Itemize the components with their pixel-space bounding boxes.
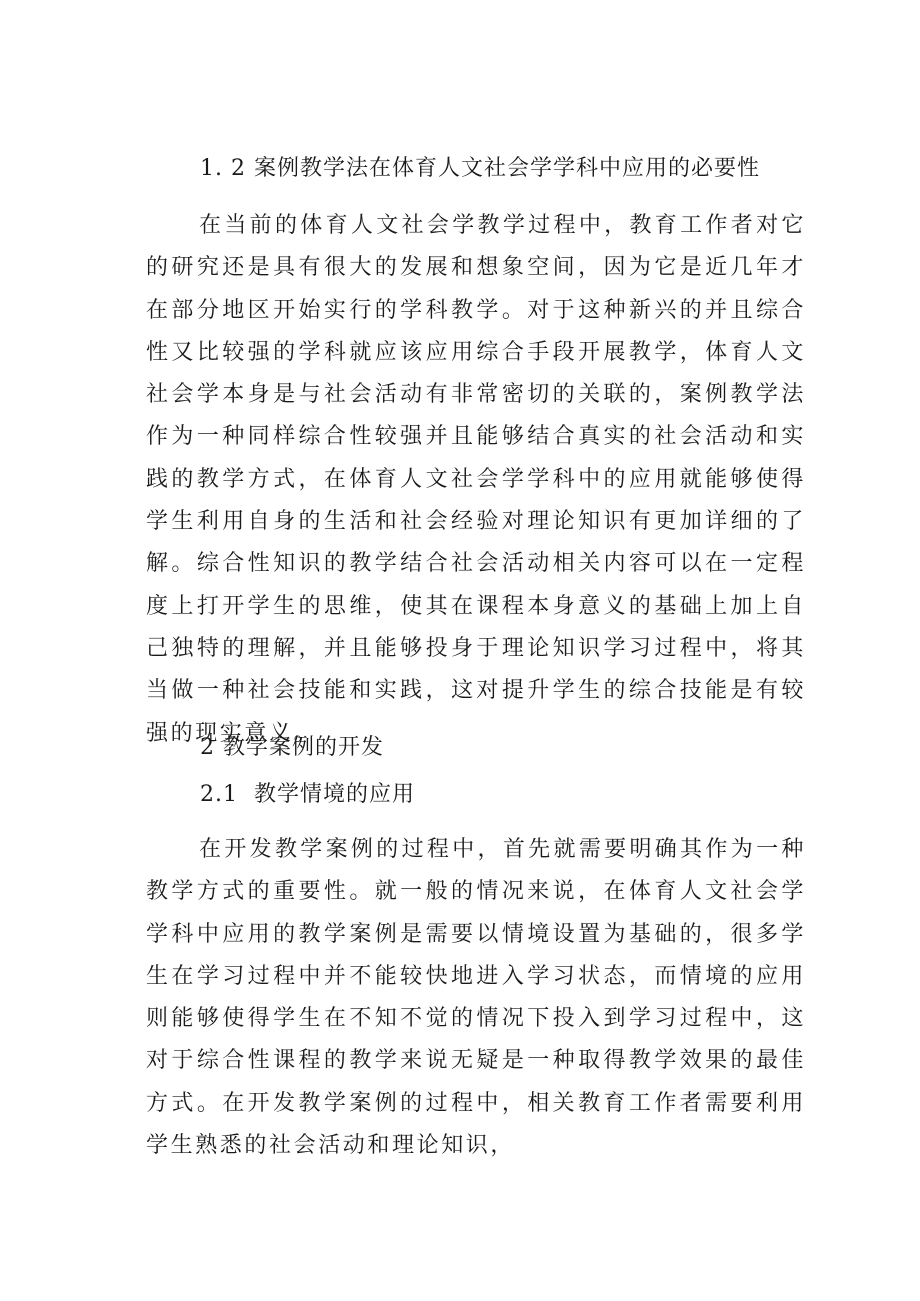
- section-heading-1-2: 1. 2 案例教学法在体育人文社会学学科中应用的必要性: [200, 156, 760, 181]
- section-heading-2-1: 2.1 教学情境的应用: [200, 782, 415, 807]
- body-paragraph-necessity: 在当前的体育人文社会学教学过程中，教育工作者对它的研究还是具有很大的发展和想象空间，因为它是近几年才在部分地区开始实行的学科教学。对于这种新兴的并且综合性又比较强的学科就应该应用综合手段开展教学，体育人文社会学本身是与社会活动有非常密切的关联的，案例教学法作为一种同样综合性较强并且能够结合真实的社会活动和实践的教学方式，在体育人文社会学学科中的应用就能够使得学生利用自身的生活和社会经验对理论知识有更加详细的了解。综合性知识的教学结合社会活动相关内容可以在一定程度上打开学生的思维，使其在课程本身意义的基础上加上自己独特的理解，并且能够投身于理论知识学习过程中，将其当做一种社会技能和实践，这对提升学生的综合技能是有较强的现实意义。: [146, 213, 806, 746]
- body-paragraph-teaching-situation: 在开发教学案例的过程中，首先就需要明确其作为一种教学方式的重要性。就一般的情况来说，在体育人文社会学学科中应用的教学案例是需要以情境设置为基础的，很多学生在学习过程中并不能较快地进入学习状态，而情境的应用则能够使得学生在不知不觉的情况下投入到学习过程中，这对于综合性课程的教学来说无疑是一种取得教学效果的最佳方式。在开发教学案例的过程中，相关教育工作者需要利用学生熟悉的社会活动和理论知识，: [146, 837, 806, 1159]
- section-heading-2: 2 教学案例的开发: [200, 735, 384, 760]
